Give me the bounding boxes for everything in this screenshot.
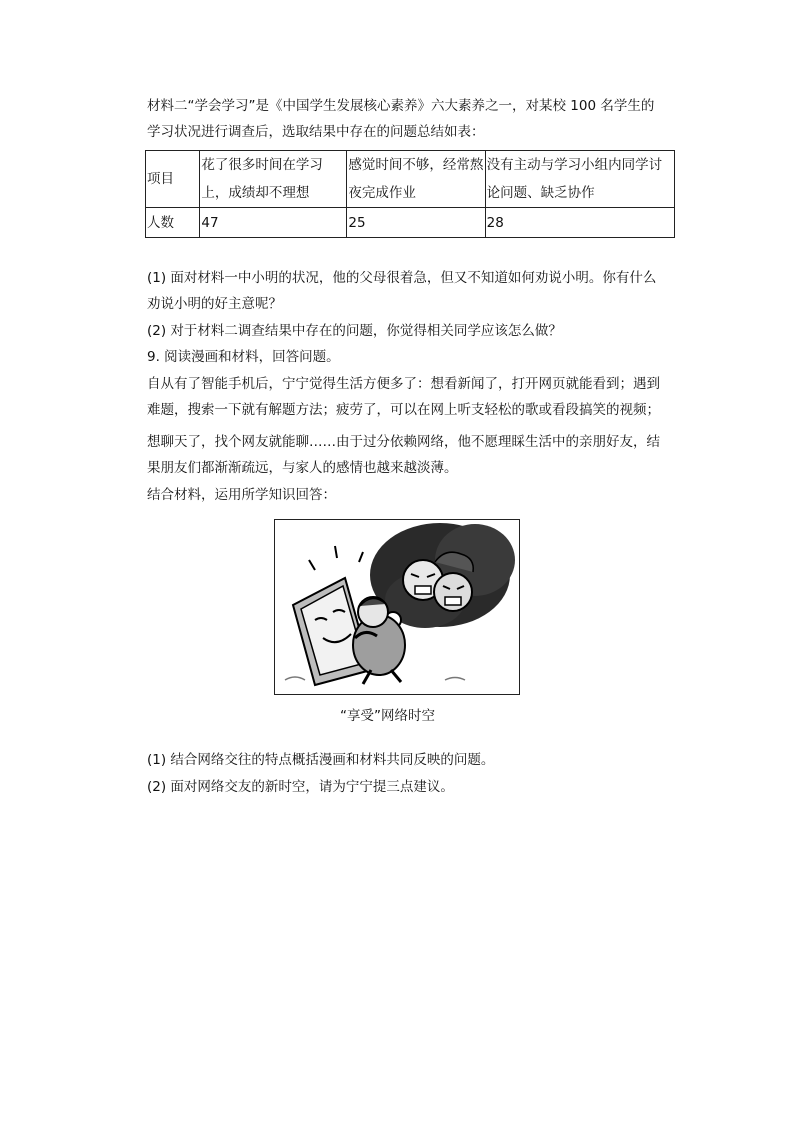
material2-line-1: 材料二“学会学习”是《中国学生发展核心素养》六大素养之一，对某校 100 名学生的 (147, 98, 655, 114)
table-cell (485, 151, 674, 208)
question-8-1-line-1: (1) 面对材料一中小明的状况，他的父母很着急，但又不知道如何劝说小明。你有什么 (147, 270, 657, 286)
question-9-para-line-4: 果朋友们都渐渐疏远，与家人的感情也越来越淡薄。 (147, 460, 458, 476)
table-row (146, 151, 675, 208)
table-cell (200, 151, 347, 208)
table-header-label: 项目 (146, 151, 200, 208)
table-cell (347, 151, 485, 208)
problem-1: 花了很多时间在学习上，成绩却不理想 (201, 157, 323, 201)
question-9-1: (1) 结合网络交往的特点概括漫画和材料共同反映的问题。 (147, 752, 495, 768)
question-9-2: (2) 面对网络交友的新时空，请为宁宁提三点建议。 (147, 779, 454, 795)
survey-table (145, 150, 675, 238)
problem-2: 感觉时间不够，经常熬夜完成作业 (348, 157, 484, 201)
count-3: 28 (485, 208, 674, 238)
count-2: 25 (347, 208, 485, 238)
material2-line-2: 学习状况进行调查后，选取结果中存在的问题总结如表： (147, 124, 485, 140)
cartoon-caption: “享受”网络时空 (340, 708, 435, 724)
question-8-1-line-2: 劝说小明的好主意呢？ (147, 296, 282, 312)
question-9-title: 9. 阅读漫画和材料，回答问题。 (147, 349, 340, 365)
question-9-para-line-3: 想聊天了，找个网友就能聊……由于过分依赖网络，他不愿理睬生活中的亲朋好友，结 (147, 434, 660, 450)
cartoon-illustration (275, 520, 519, 694)
count-1: 47 (200, 208, 347, 238)
question-9-para-line-2: 难题，搜索一下就有解题方法；疲劳了，可以在网上听支轻松的歌或看段搞笑的视频； (147, 402, 660, 418)
question-9-para-line-1: 自从有了智能手机后，宁宁觉得生活方便多了：想看新闻了，打开网页就能看到；遇到 (147, 376, 660, 392)
problem-3: 没有主动与学习小组内同学讨论问题、缺乏协作 (486, 157, 663, 201)
question-9-instruction: 结合材料，运用所学知识回答： (147, 487, 336, 503)
table-count-label: 人数 (146, 208, 200, 238)
question-8-2: (2) 对于材料二调查结果中存在的问题，你觉得相关同学应该怎么做？ (147, 323, 562, 339)
table-row (146, 208, 675, 238)
cartoon-image (274, 519, 520, 695)
